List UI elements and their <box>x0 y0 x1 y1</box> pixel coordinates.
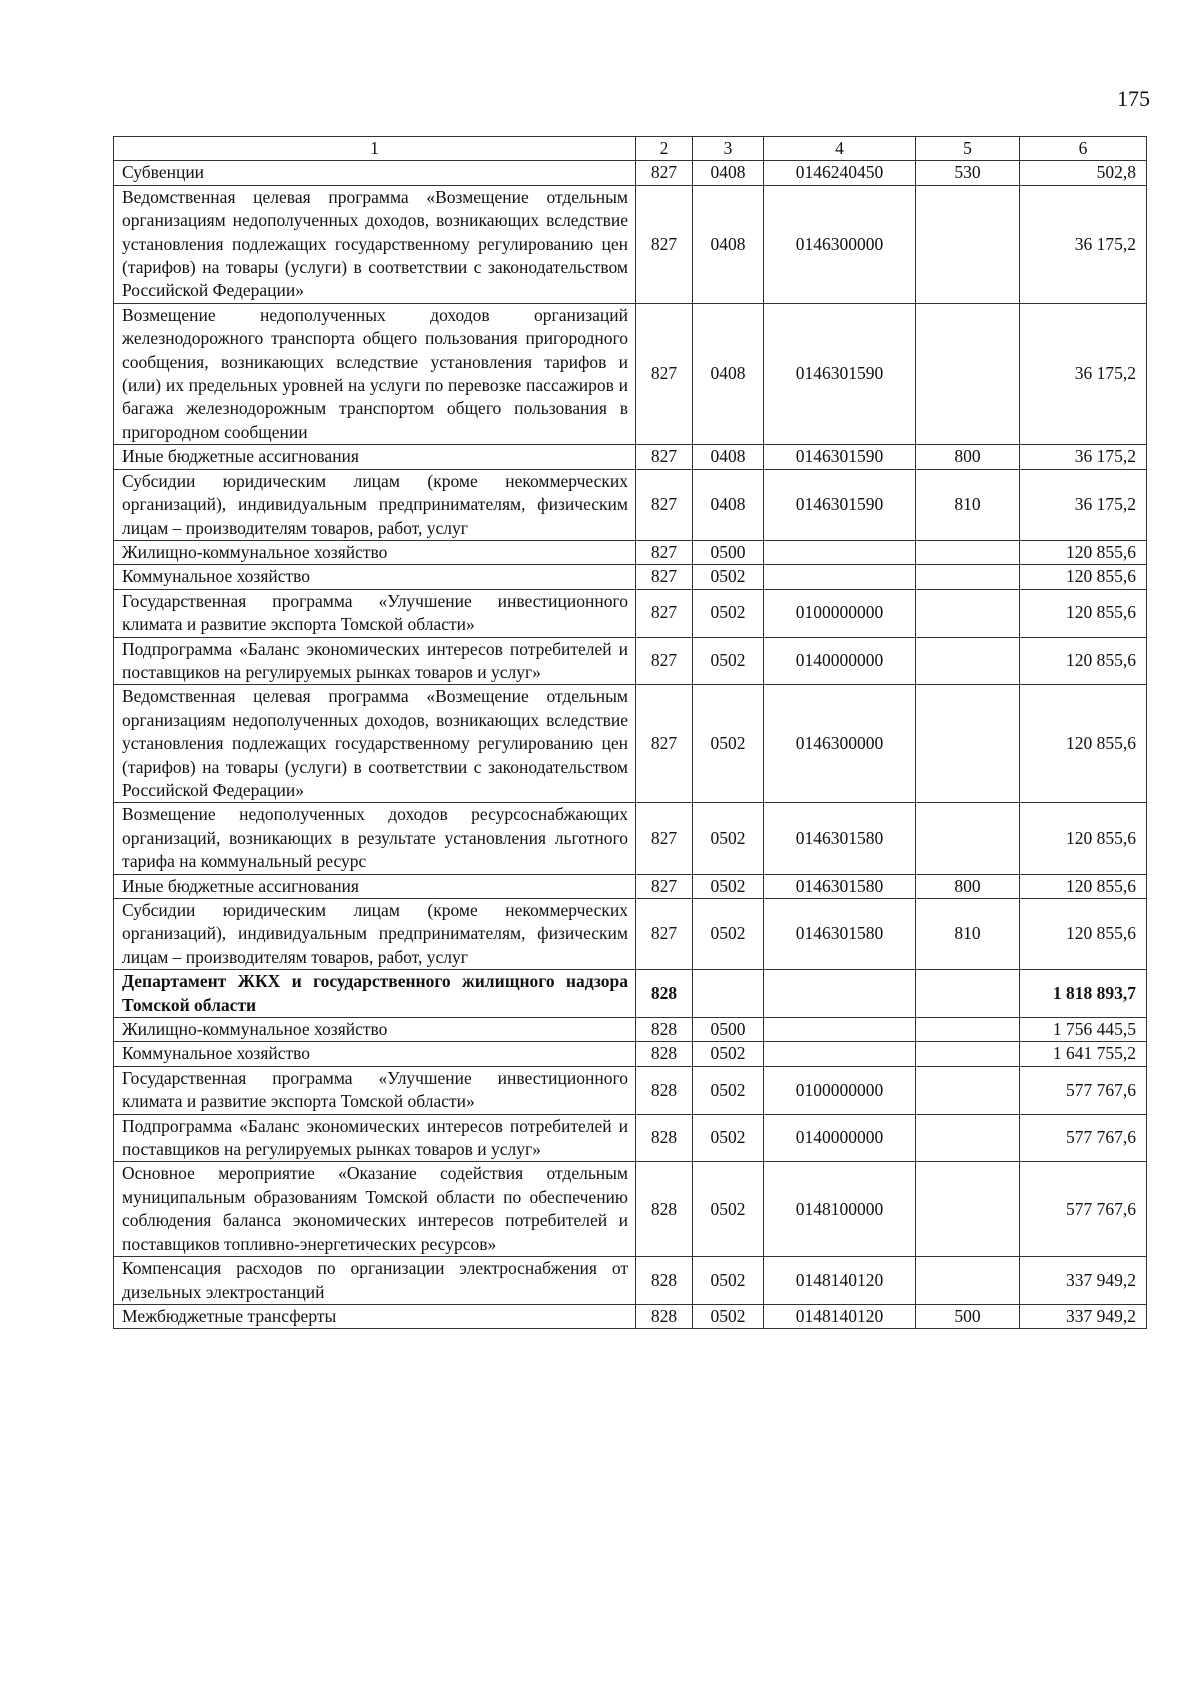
item-name: Государственная программа «Улучшение инвестиционного климата и развитие экспорта Томской области» <box>114 1066 636 1114</box>
target-article-code: 0148100000 <box>764 1162 916 1257</box>
column-header: 5 <box>916 137 1020 161</box>
item-name: Основное мероприятие «Оказание содействия отдельным муниципальным образованиям Томской области по обеспечению соблюдения баланса экономических интересов потребителей и поставщиков топливно-энергетических ресурсов» <box>114 1162 636 1257</box>
section-code: 0500 <box>693 1018 764 1042</box>
item-name: Субсидии юридическим лицам (кроме некоммерческих организаций), индивидуальным предпринимателям, физическим лицам – производителям товаров, работ, услуг <box>114 899 636 970</box>
expense-type-code <box>916 1018 1020 1042</box>
item-name: Жилищно-коммунальное хозяйство <box>114 540 636 564</box>
expense-type-code: 810 <box>916 899 1020 970</box>
table-row <box>114 589 1147 637</box>
amount: 36 175,2 <box>1020 445 1147 469</box>
column-header: 4 <box>764 137 916 161</box>
target-article-code: 0146301580 <box>764 874 916 898</box>
table-row <box>114 1162 1147 1257</box>
expense-type-code <box>916 1066 1020 1114</box>
target-article-code <box>764 540 916 564</box>
table-row <box>114 637 1147 685</box>
expense-type-code <box>916 685 1020 803</box>
item-name: Возмещение недополученных доходов ресурсоснабжающих организаций, возникающих в результате установления льготного тарифа на коммунальный ресурс <box>114 803 636 874</box>
item-name: Коммунальное хозяйство <box>114 565 636 589</box>
table-row <box>114 1114 1147 1162</box>
ministry-code: 828 <box>636 1114 693 1162</box>
target-article-code: 0146301590 <box>764 469 916 540</box>
target-article-code: 0146301580 <box>764 803 916 874</box>
section-code: 0502 <box>693 685 764 803</box>
amount: 1 818 893,7 <box>1020 970 1147 1018</box>
amount: 36 175,2 <box>1020 185 1147 303</box>
item-name: Жилищно-коммунальное хозяйство <box>114 1018 636 1042</box>
column-header: 3 <box>693 137 764 161</box>
section-code: 0502 <box>693 637 764 685</box>
section-code: 0502 <box>693 1257 764 1305</box>
section-code: 0408 <box>693 303 764 444</box>
amount: 502,8 <box>1020 161 1147 185</box>
section-code: 0502 <box>693 899 764 970</box>
section-code: 0502 <box>693 1162 764 1257</box>
item-name: Субсидии юридическим лицам (кроме некоммерческих организаций), индивидуальным предпринимателям, физическим лицам – производителям товаров, работ, услуг <box>114 469 636 540</box>
ministry-code: 827 <box>636 161 693 185</box>
ministry-code: 828 <box>636 1257 693 1305</box>
table-row <box>114 303 1147 444</box>
section-code: 0502 <box>693 565 764 589</box>
amount: 1 756 445,5 <box>1020 1018 1147 1042</box>
ministry-code: 827 <box>636 469 693 540</box>
expense-type-code <box>916 637 1020 685</box>
expense-type-code <box>916 970 1020 1018</box>
expense-type-code <box>916 803 1020 874</box>
target-article-code <box>764 565 916 589</box>
expense-type-code: 500 <box>916 1304 1020 1328</box>
amount: 577 767,6 <box>1020 1114 1147 1162</box>
section-code: 0500 <box>693 540 764 564</box>
target-article-code: 0146240450 <box>764 161 916 185</box>
target-article-code: 0140000000 <box>764 1114 916 1162</box>
target-article-code: 0140000000 <box>764 637 916 685</box>
target-article-code: 0148140120 <box>764 1257 916 1305</box>
target-article-code: 0146300000 <box>764 185 916 303</box>
table-row <box>114 161 1147 185</box>
ministry-code: 827 <box>636 540 693 564</box>
expense-type-code <box>916 565 1020 589</box>
target-article-code: 0146301590 <box>764 445 916 469</box>
item-name: Государственная программа «Улучшение инвестиционного климата и развитие экспорта Томской области» <box>114 589 636 637</box>
table-row <box>114 469 1147 540</box>
item-name: Иные бюджетные ассигнования <box>114 445 636 469</box>
table-row <box>114 1304 1147 1328</box>
section-code: 0502 <box>693 1304 764 1328</box>
expense-type-code: 800 <box>916 445 1020 469</box>
table-row <box>114 445 1147 469</box>
ministry-code: 828 <box>636 1162 693 1257</box>
item-name: Подпрограмма «Баланс экономических интересов потребителей и поставщиков на регулируемых рынках товаров и услуг» <box>114 1114 636 1162</box>
item-name: Компенсация расходов по организации электроснабжения от дизельных электростанций <box>114 1257 636 1305</box>
item-name: Возмещение недополученных доходов организаций железнодорожного транспорта общего пользования пригородного сообщения, возникающих вследствие установления тарифов и (или) их предельных уровней на услуги по перевозке пассажиров и багажа железнодорожным транспортом общего пользования в пригородном сообщении <box>114 303 636 444</box>
expense-type-code: 530 <box>916 161 1020 185</box>
target-article-code: 0100000000 <box>764 589 916 637</box>
amount: 1 641 755,2 <box>1020 1042 1147 1066</box>
section-code: 0502 <box>693 589 764 637</box>
target-article-code: 0100000000 <box>764 1066 916 1114</box>
ministry-code: 827 <box>636 565 693 589</box>
item-name: Субвенции <box>114 161 636 185</box>
table-row <box>114 185 1147 303</box>
amount: 36 175,2 <box>1020 303 1147 444</box>
column-header: 1 <box>114 137 636 161</box>
expense-type-code <box>916 589 1020 637</box>
page-number: 175 <box>1117 86 1150 111</box>
ministry-code: 828 <box>636 1066 693 1114</box>
ministry-code: 827 <box>636 874 693 898</box>
amount: 120 855,6 <box>1020 685 1147 803</box>
expense-type-code <box>916 185 1020 303</box>
item-name: Департамент ЖКХ и государственного жилищного надзора Томской области <box>114 970 636 1018</box>
table-row <box>114 874 1147 898</box>
ministry-code: 827 <box>636 589 693 637</box>
ministry-code: 827 <box>636 637 693 685</box>
amount: 120 855,6 <box>1020 540 1147 564</box>
ministry-code: 828 <box>636 1018 693 1042</box>
column-header: 2 <box>636 137 693 161</box>
target-article-code <box>764 970 916 1018</box>
column-header: 6 <box>1020 137 1147 161</box>
table-row <box>114 565 1147 589</box>
target-article-code: 0146301580 <box>764 899 916 970</box>
item-name: Коммунальное хозяйство <box>114 1042 636 1066</box>
section-code: 0502 <box>693 1114 764 1162</box>
item-name: Ведомственная целевая программа «Возмещение отдельным организациям недополученных доходов, возникающих вследствие установления подлежащих государственному регулированию цен (тарифов) на товары (услуги) в соответствии с законодательством Российской Федерации» <box>114 685 636 803</box>
ministry-code: 827 <box>636 803 693 874</box>
section-code: 0408 <box>693 185 764 303</box>
ministry-code: 828 <box>636 1042 693 1066</box>
section-code: 0408 <box>693 161 764 185</box>
expense-type-code <box>916 1162 1020 1257</box>
section-code: 0502 <box>693 1042 764 1066</box>
item-name: Ведомственная целевая программа «Возмещение отдельным организациям недополученных доходов, возникающих вследствие установления подлежащих государственному регулированию цен (тарифов) на товары (услуги) в соответствии с законодательством Российской Федерации» <box>114 185 636 303</box>
ministry-code: 827 <box>636 445 693 469</box>
item-name: Иные бюджетные ассигнования <box>114 874 636 898</box>
amount: 36 175,2 <box>1020 469 1147 540</box>
expense-type-code <box>916 1042 1020 1066</box>
target-article-code: 0146300000 <box>764 685 916 803</box>
section-code: 0502 <box>693 874 764 898</box>
table-row <box>114 1066 1147 1114</box>
ministry-code: 828 <box>636 1304 693 1328</box>
target-article-code: 0148140120 <box>764 1304 916 1328</box>
table-row <box>114 540 1147 564</box>
item-name: Подпрограмма «Баланс экономических интересов потребителей и поставщиков на регулируемых рынках товаров и услуг» <box>114 637 636 685</box>
expense-type-code <box>916 303 1020 444</box>
section-code <box>693 970 764 1018</box>
expense-type-code <box>916 1114 1020 1162</box>
amount: 120 855,6 <box>1020 874 1147 898</box>
target-article-code: 0146301590 <box>764 303 916 444</box>
target-article-code <box>764 1042 916 1066</box>
amount: 577 767,6 <box>1020 1162 1147 1257</box>
expense-type-code <box>916 1257 1020 1305</box>
section-code: 0408 <box>693 445 764 469</box>
expense-type-code: 800 <box>916 874 1020 898</box>
amount: 120 855,6 <box>1020 899 1147 970</box>
amount: 120 855,6 <box>1020 637 1147 685</box>
table-row <box>114 803 1147 874</box>
table-row <box>114 1018 1147 1042</box>
ministry-code: 827 <box>636 303 693 444</box>
budget-table <box>113 136 1147 1329</box>
amount: 577 767,6 <box>1020 1066 1147 1114</box>
amount: 120 855,6 <box>1020 803 1147 874</box>
table-row-department <box>114 970 1147 1018</box>
expense-type-code: 810 <box>916 469 1020 540</box>
table-header-row <box>114 137 1147 161</box>
expense-type-code <box>916 540 1020 564</box>
ministry-code: 828 <box>636 970 693 1018</box>
amount: 337 949,2 <box>1020 1257 1147 1305</box>
amount: 120 855,6 <box>1020 589 1147 637</box>
target-article-code <box>764 1018 916 1042</box>
table-row <box>114 899 1147 970</box>
amount: 120 855,6 <box>1020 565 1147 589</box>
section-code: 0502 <box>693 1066 764 1114</box>
ministry-code: 827 <box>636 185 693 303</box>
section-code: 0502 <box>693 803 764 874</box>
section-code: 0408 <box>693 469 764 540</box>
table-row <box>114 1257 1147 1305</box>
ministry-code: 827 <box>636 685 693 803</box>
table-row <box>114 1042 1147 1066</box>
item-name: Межбюджетные трансферты <box>114 1304 636 1328</box>
ministry-code: 827 <box>636 899 693 970</box>
table-row <box>114 685 1147 803</box>
amount: 337 949,2 <box>1020 1304 1147 1328</box>
